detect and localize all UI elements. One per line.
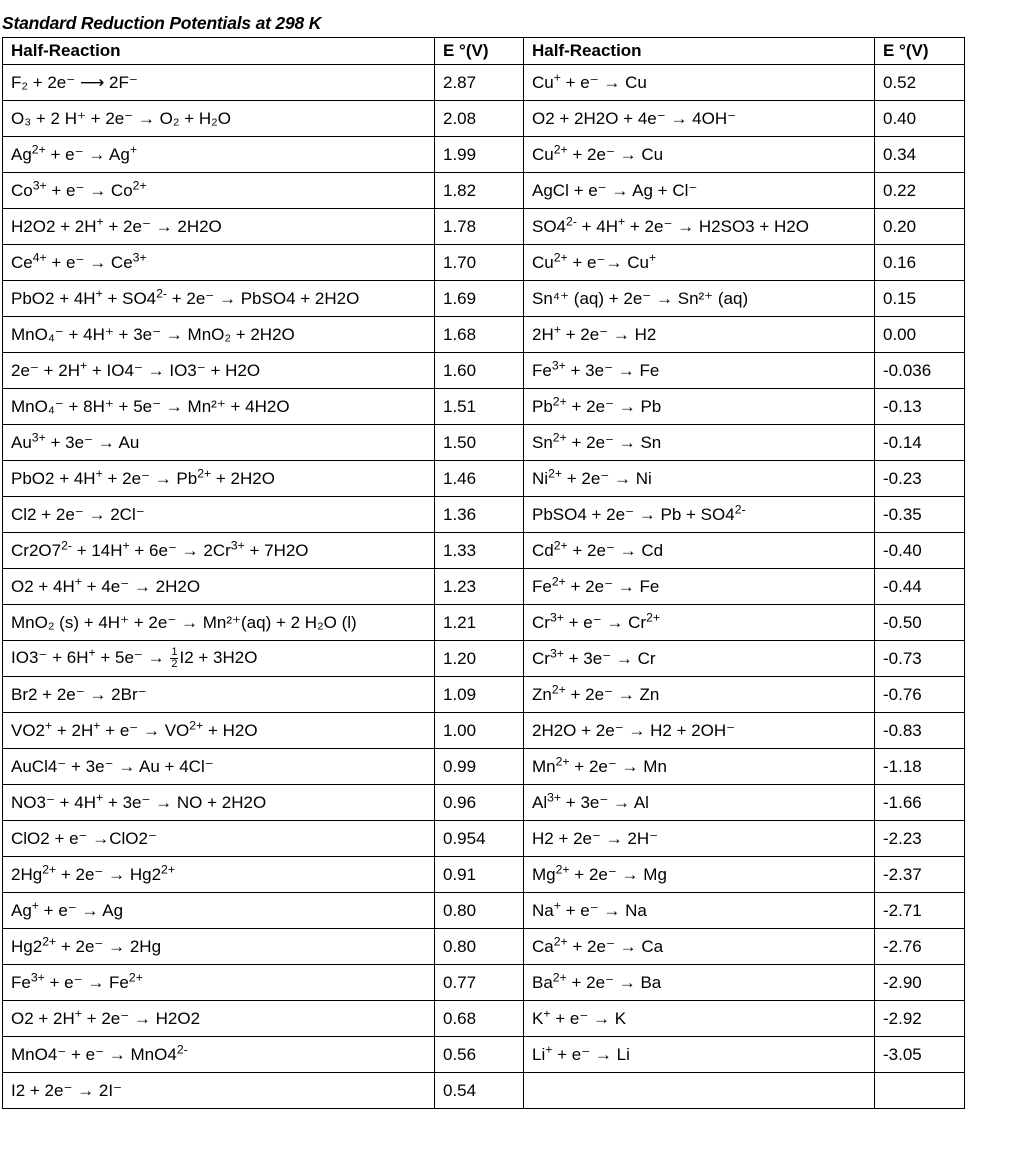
left-half-reaction-cell: O2 + 4H+ + 4e⁻ → 2H2O xyxy=(3,569,435,605)
table-body xyxy=(3,65,965,1109)
right-half-reaction-cell: $Cu^{2+} + e^-\to Cu^+$ xyxy=(524,245,875,281)
table-row xyxy=(3,1037,965,1073)
right-half-reaction-cell: $Pb^{2+} + 2e^- \to Pb$ xyxy=(524,389,875,425)
left-potential-cell: 1.21 xyxy=(435,605,524,641)
right-potential-cell: -0.50 xyxy=(875,605,965,641)
left-half-reaction-cell: H2O2 + 2H+ + 2e⁻ → 2H2O xyxy=(3,209,435,245)
left-half-reaction-cell: O2 + 2H+ + 2e⁻ → H2O2 xyxy=(3,1001,435,1037)
left-potential-cell: 1.00 xyxy=(435,713,524,749)
left-potential-cell: 0.91 xyxy=(435,857,524,893)
left-half-reaction-cell: $Cr2O7^{2-} + 14H^+ + 6e^- \to 2Cr^{3+} + 7H2O$ xyxy=(3,533,435,569)
fraction: $\frac{1}{2}$ xyxy=(171,646,178,670)
table-row xyxy=(3,245,965,281)
left-half-reaction-cell: Cl2 + 2e⁻ → 2Cl⁻ xyxy=(3,497,435,533)
right-half-reaction-cell: Sn⁴⁺ (aq) + 2e⁻ → Sn²⁺ (aq) xyxy=(524,281,875,317)
right-half-reaction-cell: Li+ + e⁻ → Li xyxy=(524,1037,875,1073)
table-row xyxy=(3,641,965,677)
left-half-reaction-cell: $Co^{3+} + e^- \to Co^{2+}$ xyxy=(3,173,435,209)
left-half-reaction-cell: 2e⁻ + 2H+ + IO4⁻ → IO3⁻ + H2O xyxy=(3,353,435,389)
right-potential-cell: -3.05 xyxy=(875,1037,965,1073)
right-half-reaction-cell: $Mn^{2+} + 2e^- \to Mn$ xyxy=(524,749,875,785)
right-potential-cell: -2.71 xyxy=(875,893,965,929)
left-potential-cell: 0.68 xyxy=(435,1001,524,1037)
table-title: Standard Reduction Potentials at 298 K xyxy=(2,13,322,33)
left-half-reaction-cell: ClO2 + e⁻ →ClO2⁻ xyxy=(3,821,435,857)
right-half-reaction-cell: 2H+ + 2e⁻ → H2 xyxy=(524,317,875,353)
right-half-reaction-cell: $Al^{3+} + 3e^- \to Al$ xyxy=(524,785,875,821)
left-potential-cell: 1.82 xyxy=(435,173,524,209)
reduction-potentials-table xyxy=(2,37,965,1109)
right-potential-cell: 0.22 xyxy=(875,173,965,209)
left-potential-header: E °(V) xyxy=(435,38,524,65)
left-half-reaction-cell: Ag+ + e⁻ → Ag xyxy=(3,893,435,929)
right-potential-cell: -0.14 xyxy=(875,425,965,461)
right-potential-cell: 0.52 xyxy=(875,65,965,101)
right-half-reaction-cell: $Fe^{3+} + 3e^- \to Fe$ xyxy=(524,353,875,389)
table-row xyxy=(3,1001,965,1037)
right-potential-cell: -0.23 xyxy=(875,461,965,497)
left-potential-cell: 1.46 xyxy=(435,461,524,497)
right-half-reaction-cell: AgCl + e⁻ → Ag + Cl⁻ xyxy=(524,173,875,209)
table-row xyxy=(3,965,965,1001)
left-half-reaction-cell: $Au^{3+} + 3e^- \to Au$ xyxy=(3,425,435,461)
left-potential-cell: 1.09 xyxy=(435,677,524,713)
table-row xyxy=(3,533,965,569)
right-potential-cell: 0.34 xyxy=(875,137,965,173)
left-potential-cell: 1.68 xyxy=(435,317,524,353)
right-half-reaction-cell: $Ba^{2+} + 2e^- \to Ba$ xyxy=(524,965,875,1001)
left-potential-cell: 0.80 xyxy=(435,893,524,929)
left-reaction-header: Half-Reaction xyxy=(3,38,435,65)
left-half-reaction-cell: $PbO2 + 4H^+ + SO4^{2-} + 2e^-$ → PbSO4 + 2H2O xyxy=(3,281,435,317)
left-potential-cell: 0.96 xyxy=(435,785,524,821)
left-half-reaction-cell: NO3⁻ + 4H+ + 3e⁻ → NO + 2H2O xyxy=(3,785,435,821)
left-potential-cell: 0.80 xyxy=(435,929,524,965)
right-half-reaction-cell: 2H2O + 2e⁻ → H2 + 2OH⁻ xyxy=(524,713,875,749)
left-half-reaction-cell: $VO2^+ + 2H^+ + e^- \to VO^{2+} + H2O$ xyxy=(3,713,435,749)
right-half-reaction-cell: O2 + 2H2O + 4e⁻ → 4OH⁻ xyxy=(524,101,875,137)
right-half-reaction-cell: PbSO4 + $2e^- \to Pb + SO4^{2-}$ xyxy=(524,497,875,533)
header-row xyxy=(3,38,965,65)
right-half-reaction-cell: $Mg^{2+} + 2e^- \to Mg$ xyxy=(524,857,875,893)
table-row xyxy=(3,893,965,929)
left-half-reaction-cell: O₃ + 2 H⁺ + 2e⁻ → O₂ + H₂O xyxy=(3,101,435,137)
right-potential-cell: -0.76 xyxy=(875,677,965,713)
table-row xyxy=(3,713,965,749)
right-half-reaction-cell: H2 + 2e⁻ → 2H⁻ xyxy=(524,821,875,857)
left-potential-cell: 0.77 xyxy=(435,965,524,1001)
table-row xyxy=(3,425,965,461)
right-potential-cell: 0.20 xyxy=(875,209,965,245)
left-half-reaction-cell: $Fe^{3+} + e^- \to Fe^{2+}$ xyxy=(3,965,435,1001)
right-potential-cell: -1.18 xyxy=(875,749,965,785)
right-half-reaction-cell: $Sn^{2+} + 2e^- \to Sn$ xyxy=(524,425,875,461)
table-row xyxy=(3,389,965,425)
left-potential-cell: 1.36 xyxy=(435,497,524,533)
table-row xyxy=(3,929,965,965)
table-row xyxy=(3,173,965,209)
table-row xyxy=(3,821,965,857)
left-half-reaction-cell: Br2 + 2e⁻ → 2Br⁻ xyxy=(3,677,435,713)
left-half-reaction-cell: MnO₄⁻ + 4H⁺ + 3e⁻ → MnO₂ + 2H2O xyxy=(3,317,435,353)
left-potential-cell: 2.08 xyxy=(435,101,524,137)
left-potential-cell: 0.954 xyxy=(435,821,524,857)
left-half-reaction-cell: F₂ + 2e⁻ ⟶ 2F⁻ xyxy=(3,65,435,101)
left-half-reaction-cell: $2Hg^{2+} + 2e^- \to Hg2^{2+}$ xyxy=(3,857,435,893)
left-half-reaction-cell: IO3⁻ + 6H+ + 5e⁻ → $\frac{1}{2}$ I2 + 3H2O xyxy=(3,641,435,677)
right-potential-cell: -2.76 xyxy=(875,929,965,965)
table-row xyxy=(3,605,965,641)
left-potential-cell: 1.51 xyxy=(435,389,524,425)
table-row xyxy=(3,137,965,173)
left-half-reaction-cell: I2 + 2e⁻ → 2I⁻ xyxy=(3,1073,435,1109)
table-row xyxy=(3,497,965,533)
table-row xyxy=(3,857,965,893)
table-row xyxy=(3,1073,965,1109)
right-potential-header: E °(V) xyxy=(875,38,965,65)
left-potential-cell: 1.70 xyxy=(435,245,524,281)
right-half-reaction-cell xyxy=(524,1073,875,1109)
right-potential-cell: -0.73 xyxy=(875,641,965,677)
table-row xyxy=(3,317,965,353)
right-half-reaction-cell: $Cd^{2+} + 2e^- \to Cd$ xyxy=(524,533,875,569)
right-potential-cell: -2.37 xyxy=(875,857,965,893)
right-potential-cell: -2.90 xyxy=(875,965,965,1001)
table-row xyxy=(3,353,965,389)
left-potential-cell: 1.78 xyxy=(435,209,524,245)
left-half-reaction-cell: $Hg2^{2+} + 2e^- \to 2Hg$ xyxy=(3,929,435,965)
right-potential-cell: -0.83 xyxy=(875,713,965,749)
table-row xyxy=(3,677,965,713)
left-potential-cell: 1.50 xyxy=(435,425,524,461)
left-half-reaction-cell: $PbO2 + 4H^+ + 2e^- \to Pb^{2+} + 2H2O$ xyxy=(3,461,435,497)
right-potential-cell: -0.40 xyxy=(875,533,965,569)
right-half-reaction-cell: $Cr^{3+} + e^- \to Cr^{2+}$ xyxy=(524,605,875,641)
table-row xyxy=(3,281,965,317)
right-half-reaction-cell: $Fe^{2+} + 2e^- \to Fe$ xyxy=(524,569,875,605)
table-row xyxy=(3,209,965,245)
right-potential-cell: -0.036 xyxy=(875,353,965,389)
right-potential-cell: 0.15 xyxy=(875,281,965,317)
right-potential-cell xyxy=(875,1073,965,1109)
right-half-reaction-cell: Cu+ + e⁻ → Cu xyxy=(524,65,875,101)
right-potential-cell: -0.13 xyxy=(875,389,965,425)
right-reaction-header: Half-Reaction xyxy=(524,38,875,65)
left-potential-cell: 0.99 xyxy=(435,749,524,785)
right-potential-cell: -2.23 xyxy=(875,821,965,857)
left-potential-cell: 1.60 xyxy=(435,353,524,389)
table-row xyxy=(3,749,965,785)
right-half-reaction-cell: K+ + e⁻ → K xyxy=(524,1001,875,1037)
left-potential-cell: 0.56 xyxy=(435,1037,524,1073)
table-row xyxy=(3,101,965,137)
left-half-reaction-cell: MnO₄⁻ + 8H⁺ + 5e⁻ → Mn²⁺ + 4H2O xyxy=(3,389,435,425)
table-row xyxy=(3,461,965,497)
right-potential-cell: 0.40 xyxy=(875,101,965,137)
right-potential-cell: -0.35 xyxy=(875,497,965,533)
left-potential-cell: 2.87 xyxy=(435,65,524,101)
right-half-reaction-cell: $Zn^{2+} + 2e^- \to Zn$ xyxy=(524,677,875,713)
right-potential-cell: -1.66 xyxy=(875,785,965,821)
table-row xyxy=(3,569,965,605)
right-potential-cell: 0.00 xyxy=(875,317,965,353)
left-half-reaction-cell: $Ce^{4+} + e^- \to Ce^{3+}$ xyxy=(3,245,435,281)
right-half-reaction-cell: $Cu^{2+} + 2e^- \to Cu$ xyxy=(524,137,875,173)
right-potential-cell: -0.44 xyxy=(875,569,965,605)
right-half-reaction-cell: Na+ + e⁻ → Na xyxy=(524,893,875,929)
left-potential-cell: 1.23 xyxy=(435,569,524,605)
left-half-reaction-cell: AuCl4⁻ + 3e⁻ → Au + 4Cl⁻ xyxy=(3,749,435,785)
left-potential-cell: 0.54 xyxy=(435,1073,524,1109)
right-potential-cell: -2.92 xyxy=(875,1001,965,1037)
right-half-reaction-cell: $Ni^{2+} + 2e^- \to Ni$ xyxy=(524,461,875,497)
table-row xyxy=(3,65,965,101)
right-half-reaction-cell: $Cr^{3+} + 3e^- \to Cr$ xyxy=(524,641,875,677)
right-half-reaction-cell: $Ca^{2+} + 2e^- \to Ca$ xyxy=(524,929,875,965)
left-potential-cell: 1.99 xyxy=(435,137,524,173)
left-half-reaction-cell: $Ag^{2+} + e^- \to Ag^+$ xyxy=(3,137,435,173)
table-row xyxy=(3,785,965,821)
left-potential-cell: 1.20 xyxy=(435,641,524,677)
left-potential-cell: 1.33 xyxy=(435,533,524,569)
left-potential-cell: 1.69 xyxy=(435,281,524,317)
right-potential-cell: 0.16 xyxy=(875,245,965,281)
right-half-reaction-cell: $SO4^{2-} + 4H^+ + 2e^- \to H2SO3 + H2O$ xyxy=(524,209,875,245)
left-half-reaction-cell: MnO₂ (s) + 4H⁺ + 2e⁻ → Mn²⁺(aq) + 2 H₂O (l) xyxy=(3,605,435,641)
left-half-reaction-cell: $MnO4^- + e^- \to MnO4^{2-}$ xyxy=(3,1037,435,1073)
